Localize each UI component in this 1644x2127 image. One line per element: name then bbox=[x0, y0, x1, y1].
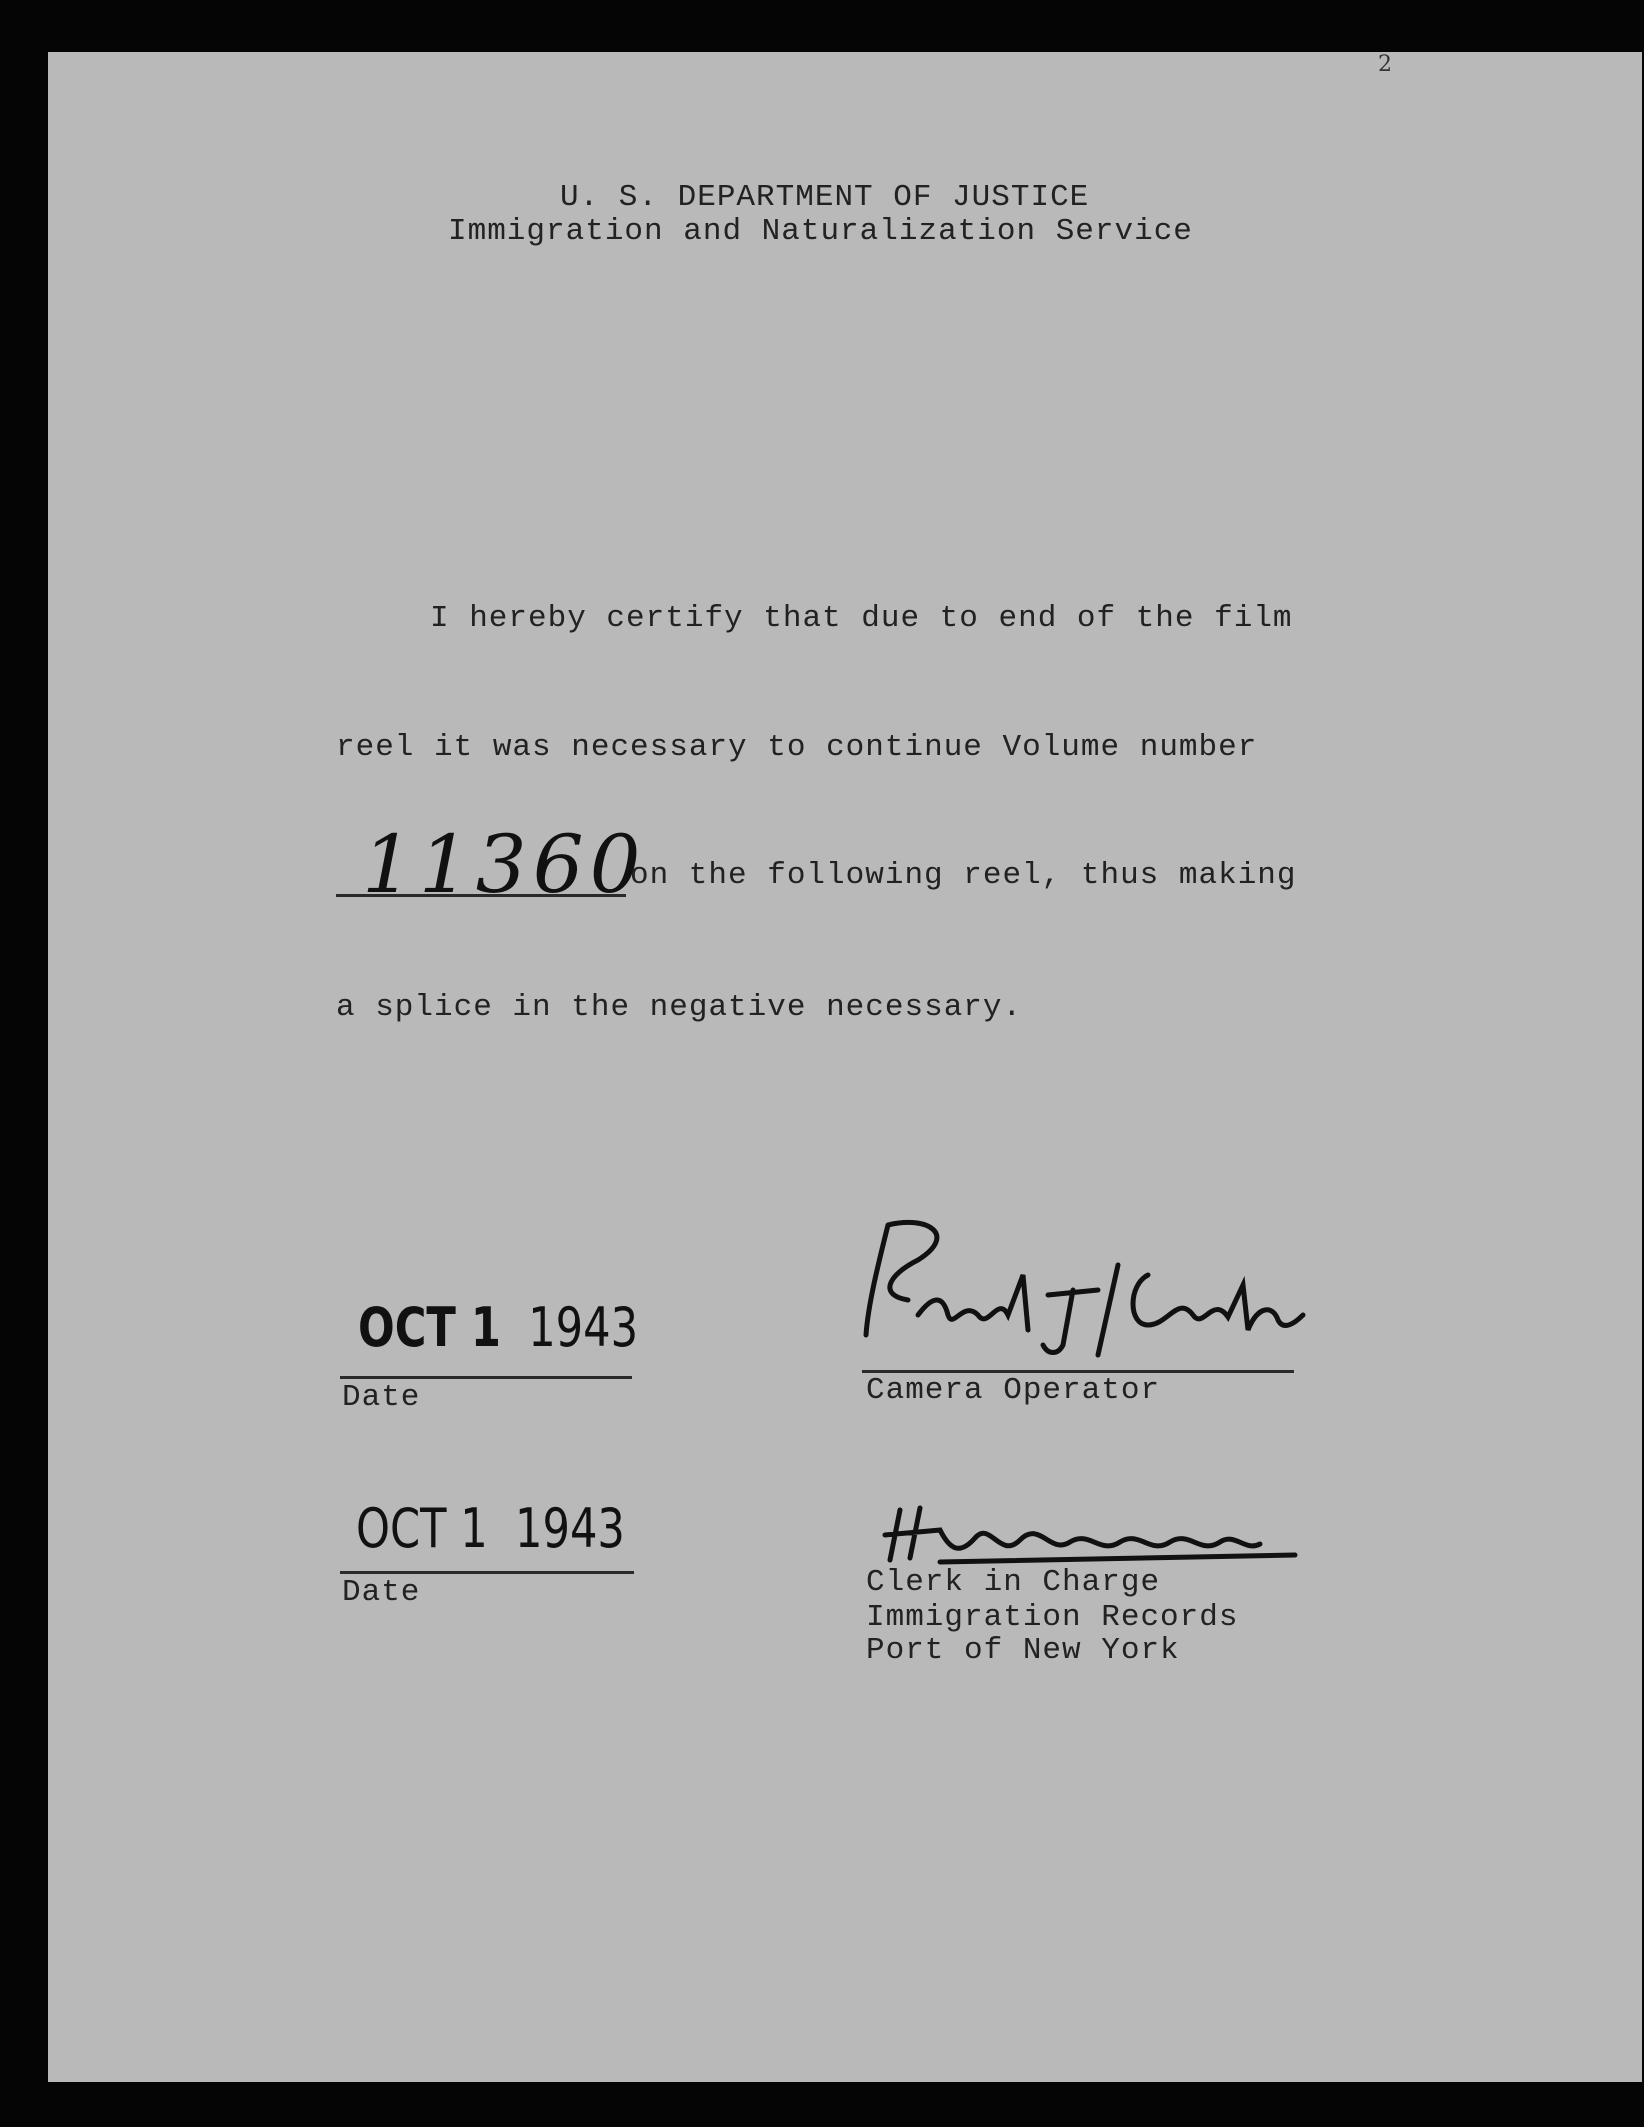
date-line-2 bbox=[340, 1571, 634, 1574]
date-stamp-1 bbox=[358, 1296, 638, 1359]
date-stamp-1-year: 1943 bbox=[528, 1296, 639, 1359]
service-subtitle: Immigration and Naturalization Service bbox=[448, 214, 1193, 249]
department-title: U. S. DEPARTMENT OF JUSTICE bbox=[560, 180, 1090, 215]
date-stamp-1-day: OCT 1 bbox=[358, 1296, 501, 1359]
corner-mark-icon: 2 bbox=[1378, 52, 1392, 77]
clerk-title-line-2: Immigration Records bbox=[866, 1600, 1239, 1635]
date-label-1: Date bbox=[342, 1380, 421, 1415]
certification-line-3: on the following reel, thus making bbox=[630, 858, 1297, 893]
date-stamp-2-day: OCT 1 bbox=[356, 1497, 488, 1560]
date-stamp-2 bbox=[356, 1497, 625, 1560]
certification-line-2: reel it was necessary to continue Volume number bbox=[336, 730, 1258, 765]
certification-line-4: a splice in the negative necessary. bbox=[336, 990, 1023, 1025]
date-stamp-2-year: 1943 bbox=[514, 1497, 625, 1560]
camera-operator-label: Camera Operator bbox=[866, 1373, 1161, 1408]
volume-number-underline bbox=[336, 894, 626, 897]
document-page bbox=[48, 52, 1642, 2082]
clerk-title-line-3: Port of New York bbox=[866, 1633, 1180, 1668]
volume-number-handwritten: 11360 bbox=[362, 818, 647, 911]
camera-operator-signature bbox=[848, 1205, 1308, 1365]
date-line-1 bbox=[340, 1376, 632, 1379]
clerk-title-line-1: Clerk in Charge bbox=[866, 1565, 1161, 1600]
certification-line-1: I hereby certify that due to end of the film bbox=[430, 601, 1293, 636]
date-label-2: Date bbox=[342, 1575, 421, 1610]
clerk-signature bbox=[880, 1500, 1300, 1570]
